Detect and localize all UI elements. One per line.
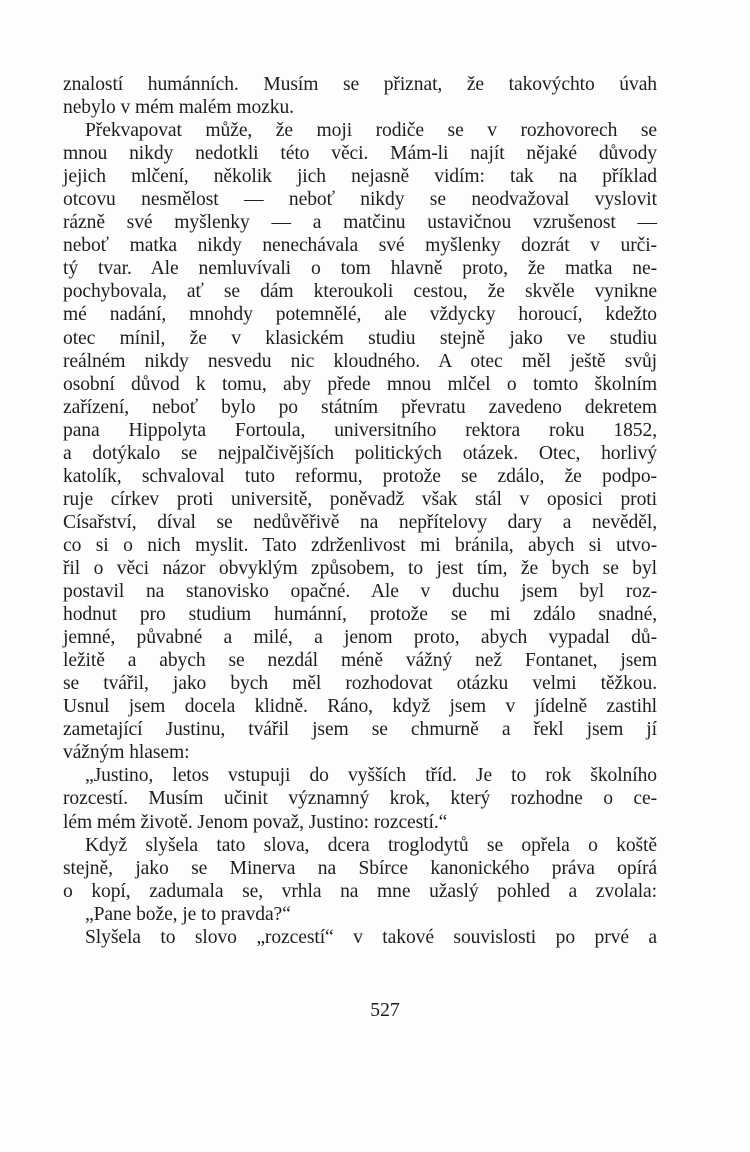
text-line: osobní důvod k tomu, aby přede mnou mlčel o tomto školním xyxy=(63,373,657,395)
text-line: Překvapovat může, že moji rodiče se v rozhovorech se xyxy=(85,120,657,142)
text-line: zařízení, neboť bylo po státním převratu zavedeno dekretem xyxy=(63,396,657,418)
text-line: mé nadání, mnohdy potemnělé, ale vždycky horoucí, kdežto xyxy=(63,304,657,326)
text-line: Císařství, díval se nedůvěřivě na nepřítelovy dary a nevěděl, xyxy=(63,511,657,533)
text-line: stejně, jako se Minerva na Sbírce kanonického práva opírá xyxy=(63,857,657,879)
text-line: postavil na stanovisko opačné. Ale v duchu jsem byl roz- xyxy=(63,581,657,603)
text-line: Usnul jsem docela klidně. Ráno, když jsem v jídelně zastihl xyxy=(63,696,657,718)
text-line: zametající Justinu, tvářil jsem se chmurně a řekl jsem jí xyxy=(63,719,657,741)
text-line: otec mínil, že v klasickém studiu stejně jako ve studiu xyxy=(63,327,657,349)
text-line: katolík, schvaloval tuto reformu, protože se zdálo, že podpo- xyxy=(63,465,657,487)
text-line: reálném nikdy nesvedu nic kloudného. A otec měl ještě svůj xyxy=(63,350,657,372)
text-line: hodnut pro studium humánní, protože se mi zdálo snadné, xyxy=(63,604,657,626)
text-line: se tvářil, jako bych měl rozhodovat otázku velmi těžkou. xyxy=(63,673,657,695)
text-line: Slyšela to slovo „rozcestí“ v takové souvislosti po prvé a xyxy=(85,926,657,948)
text-line: co si o nich myslit. Tato zdrženlivost mi bránila, abych si utvo- xyxy=(63,534,657,556)
text-line: rozcestí. Musím učinit významný krok, který rozhodne o ce- xyxy=(63,788,657,810)
page-number: 527 xyxy=(370,1000,400,1021)
text-line: otcovu nesmělost — neboť nikdy se neodvažoval vyslovit xyxy=(63,189,657,211)
text-line: mnou nikdy nedotkli této věci. Mám-li najít nějaké důvody xyxy=(63,143,657,165)
text-line: jejich mlčení, několik jich nejasně vidím: tak na příklad xyxy=(63,166,657,188)
text-line: o kopí, zadumala se, vrhla na mne užaslý pohled a zvolala: xyxy=(63,880,657,902)
text-line: ležitě a abych se nezdál méně vážný než Fontanet, jsem xyxy=(63,650,657,672)
text-line: pochybovala, ať se dám kteroukoli cestou, že skvěle vynikne xyxy=(63,281,657,303)
text-line: ruje církev proti universitě, poněvadž však stál v oposici proti xyxy=(63,488,657,510)
page-body xyxy=(63,73,657,949)
text-line: lém mém životě. Jenom považ, Justino: rozcestí.“ xyxy=(63,811,448,833)
text-line: rázně své myšlenky — a matčinu ustavičnou vzrušenost — xyxy=(63,212,657,234)
text-line: „Justino, letos vstupuji do vyšších tříd. Je to rok školního xyxy=(85,765,657,787)
text-line: a dotýkalo se nejpalčivějších politických otázek. Otec, horlivý xyxy=(63,442,657,464)
text-line: Když slyšela tato slova, dcera troglodytů se opřela o koště xyxy=(85,834,657,856)
text-line: pana Hippolyta Fortoula, universitního rektora roku 1852, xyxy=(63,419,657,441)
text-line: nebylo v mém malém mozku. xyxy=(63,97,294,119)
text-line: jemné, půvabné a milé, a jenom proto, abych vypadal dů- xyxy=(63,627,657,649)
text-line: tý tvar. Ale nemluvívali o tom hlavně proto, že matka ne- xyxy=(63,258,657,280)
text-line: řil o věci názor obvyklým způsobem, to jest tím, že bych se byl xyxy=(63,557,657,579)
text-line: „Pane bože, je to pravda?“ xyxy=(85,903,291,925)
text-line: vážným hlasem: xyxy=(63,742,190,764)
text-line: neboť matka nikdy nenechávala své myšlenky dozrát v urči- xyxy=(63,235,657,257)
text-line: znalostí humánních. Musím se přiznat, že takovýchto úvah xyxy=(63,74,657,95)
